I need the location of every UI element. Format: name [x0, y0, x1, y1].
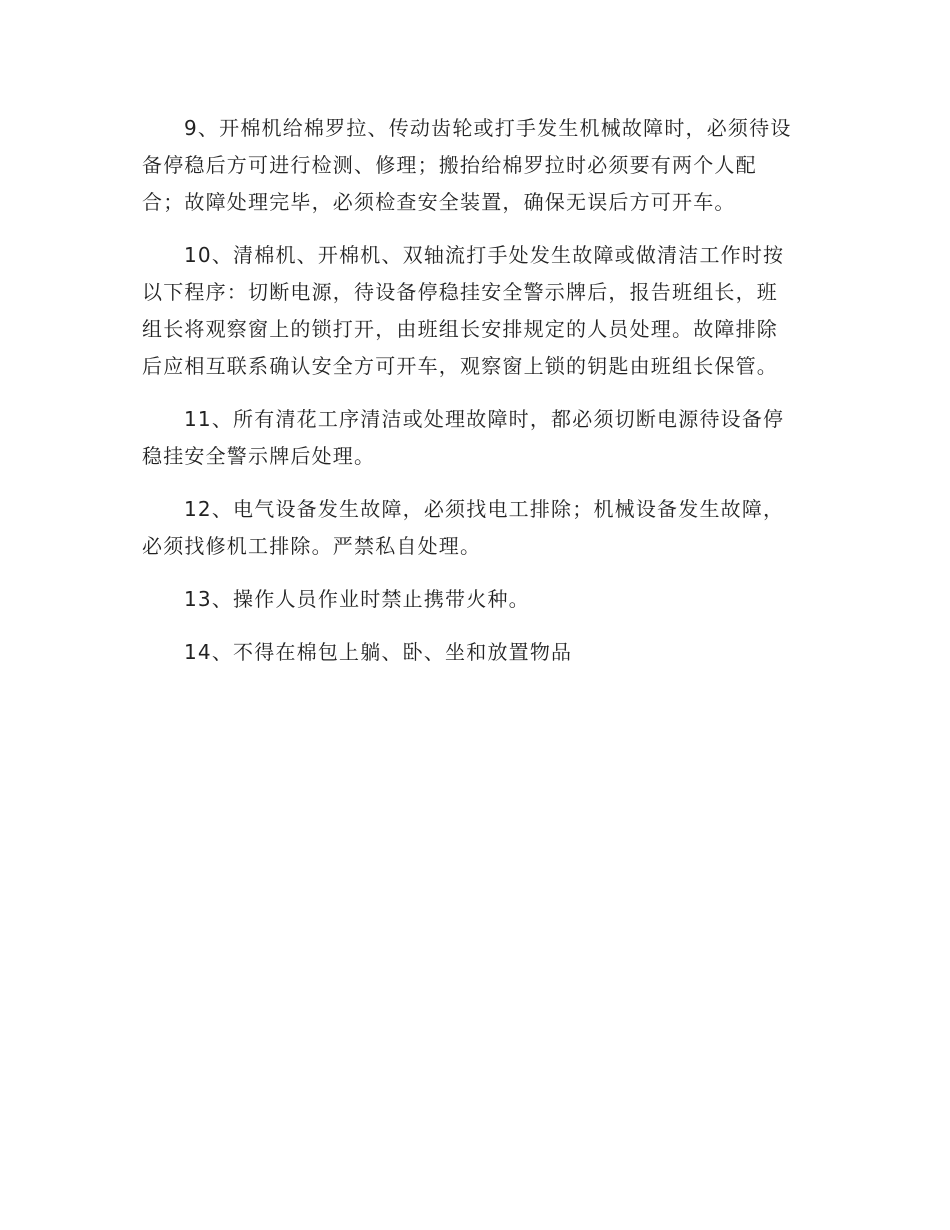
paragraph-line: 组长将观察窗上的锁打开，由班组长安排规定的人员处理。故障排除 — [142, 317, 778, 341]
paragraph-line: 9、开棉机给棉罗拉、传动齿轮或打手发生机械故障时，必须待设 — [184, 116, 792, 140]
paragraph-line: 备停稳后方可进行检测、修理；搬抬给棉罗拉时必须要有两个人配 — [142, 153, 757, 177]
paragraph-14 — [142, 634, 810, 671]
paragraph-line: 稳挂安全警示牌后处理。 — [142, 444, 376, 468]
document-body — [142, 110, 810, 687]
paragraph-10 — [142, 237, 810, 385]
paragraph-line: 10、清棉机、开棉机、双轴流打手处发生故障或做清洁工作时按 — [184, 243, 785, 267]
paragraph-13 — [142, 581, 810, 618]
paragraph-line: 必须找修机工排除。严禁私自处理。 — [142, 534, 482, 558]
paragraph-line: 后应相互联系确认安全方可开车，观察窗上锁的钥匙由班组长保管。 — [142, 354, 778, 378]
paragraph-line: 14、不得在棉包上躺、卧、坐和放置物品 — [184, 640, 573, 664]
paragraph-line: 11、所有清花工序清洁或处理故障时，都必须切断电源待设备停 — [184, 407, 785, 431]
paragraph-9 — [142, 110, 810, 221]
paragraph-11 — [142, 401, 810, 475]
paragraph-line: 合；故障处理完毕，必须检查安全装置，确保无误后方可开车。 — [142, 190, 736, 214]
paragraph-line: 13、操作人员作业时禁止携带火种。 — [184, 587, 530, 611]
paragraph-line: 12、电气设备发生故障，必须找电工排除；机械设备发生故障， — [184, 497, 785, 521]
paragraph-line: 以下程序：切断电源，待设备停稳挂安全警示牌后，报告班组长，班 — [142, 280, 778, 304]
paragraph-12 — [142, 491, 810, 565]
